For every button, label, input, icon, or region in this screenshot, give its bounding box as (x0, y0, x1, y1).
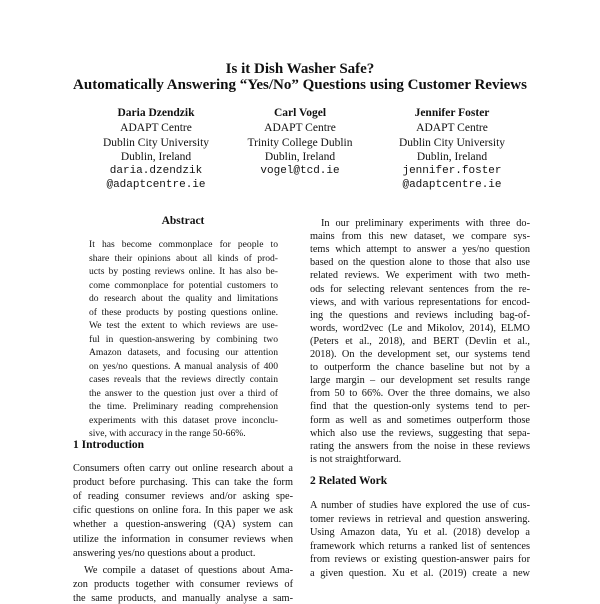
body-line: is not straightforward. (310, 453, 402, 465)
body-line: ods for selecting relevant sentences from the re- (310, 283, 530, 295)
author-email: daria.dzendzik (109, 165, 203, 177)
author-university: Dublin City University (398, 137, 506, 149)
paper-title-line-1: Is it Dish Washer Safe? (225, 61, 375, 77)
body-line: In our preliminary experiments with three do- (321, 218, 530, 229)
body-line: rating the answers from the noise in these reviews (310, 440, 530, 452)
body-line: find that the question-only systems tend to per- (310, 401, 530, 413)
author-city: Dublin, Ireland (416, 151, 488, 163)
abstract-line: cases reveals that the reviews directly contain (89, 374, 278, 385)
body-line: related reviews. We experiment with two meth- (310, 270, 530, 282)
abstract-heading: Abstract (161, 215, 205, 227)
abstract-line: on yes/no questions. A manual analysis of 400 (89, 360, 278, 372)
abstract-line: experiments with this dataset prove inconclu- (89, 414, 278, 426)
abstract-line: the answer to the question just over a third of (89, 387, 278, 399)
body-line: 2018). On the development set, our systems tend (310, 349, 530, 360)
author-name: Carl Vogel (273, 107, 327, 119)
body-line: which also use the reviews, suggesting that sepa- (310, 427, 530, 439)
body-line: the same products, and manually analyse a sam- (73, 592, 293, 604)
body-line: answering yes/no questions about a product. (73, 547, 256, 559)
author-city: Dublin, Ireland (264, 151, 336, 163)
body-line: from 50 to 66%. Over the three domains, we also (310, 388, 530, 400)
body-line: Using Amazon data, Yu et al. (2018) develop a (310, 527, 530, 539)
abstract-line: share their opinions about all kinds of prod- (89, 252, 278, 264)
body-line: of reading consumer reviews and/or asking spe- (73, 491, 293, 503)
abstract-line: We test the extent to which reviews are use- (89, 320, 278, 331)
body-line: to outperform the chance baseline but not by a (310, 362, 530, 374)
author-affiliation: ADAPT Centre (264, 122, 336, 134)
abstract-line: sive, with accuracy in the range 50-66%. (89, 428, 246, 439)
body-line: A number of studies have explored the use of cus- (310, 499, 530, 511)
author-email: vogel@tcd.ie (260, 165, 340, 177)
author-university: Trinity College Dublin (247, 137, 353, 149)
author-name: Jennifer Foster (414, 107, 490, 119)
author-email-domain: @adaptcentre.ie (402, 179, 502, 191)
author-email-domain: @adaptcentre.ie (106, 179, 206, 191)
body-line: views, and with various representations for encod- (310, 296, 530, 308)
author-affiliation: ADAPT Centre (120, 122, 192, 134)
body-line: mains from this new dataset, we compare sys- (310, 231, 530, 243)
abstract-line: ucts by posting reviews online. It has also be- (89, 266, 278, 277)
body-line: We compile a dataset of questions about Ama- (84, 564, 293, 576)
body-line: a given question. Xu et al. (2019) create a new (310, 567, 530, 579)
body-line: form as well as and sometimes outperform those (310, 414, 530, 426)
abstract-line: the time. Preliminary reading comprehension (89, 401, 278, 412)
author-email: jennifer.foster (402, 165, 502, 177)
body-line: tems which attempt to answer a yes/no question (310, 244, 530, 256)
body-line: tomer reviews in retrieval and question answering. (310, 513, 530, 525)
body-line: utilize the information in consumer reviews when (73, 533, 293, 545)
body-line: from reviews or existing question-answer pairs for (310, 554, 530, 566)
paper-title-line-2: Automatically Answering “Yes/No” Questions using Customer Reviews (73, 77, 527, 93)
body-line: (Peters et al., 2018), and BERT (Devlin et al., (310, 335, 530, 347)
body-line: Consumers often carry out online research about a (73, 463, 293, 474)
section-heading-related-work: 2 Related Work (310, 474, 388, 487)
body-line: whether a question-answering (QA) system can (73, 519, 293, 531)
abstract-line: come commonplace for potential customers to (89, 279, 278, 291)
body-line: cific questions on online fora. In this paper we ask (73, 505, 293, 517)
body-line: framework which returns a ranked list of sentences (310, 540, 530, 552)
body-line: zon products together with consumer reviews of (73, 578, 293, 590)
author-affiliation: ADAPT Centre (416, 122, 488, 134)
abstract-line: ful in question-answering by combining two (89, 333, 278, 345)
abstract-line: It has become commonplace for people to (89, 239, 278, 250)
abstract-line: do research about the quality and limitations (89, 293, 278, 304)
body-line: based on the question alone to those that also use (310, 257, 530, 269)
section-heading-introduction: 1 Introduction (73, 439, 145, 451)
body-line: large margin – our development set results range (310, 375, 530, 387)
author-city: Dublin, Ireland (120, 151, 192, 163)
abstract-line: of these products by posting questions online. (89, 306, 278, 318)
body-line: ing the questions and reviews including bag-of- (310, 309, 530, 321)
author-university: Dublin City University (102, 137, 210, 149)
author-name: Daria Dzendzik (117, 107, 195, 119)
body-line: words, word2vec (Le and Mikolov, 2014), ELMO (310, 322, 530, 334)
abstract-line: Amazon datasets, and focusing our attention (89, 347, 278, 358)
body-line: product before purchasing. This can take the form (73, 477, 293, 489)
